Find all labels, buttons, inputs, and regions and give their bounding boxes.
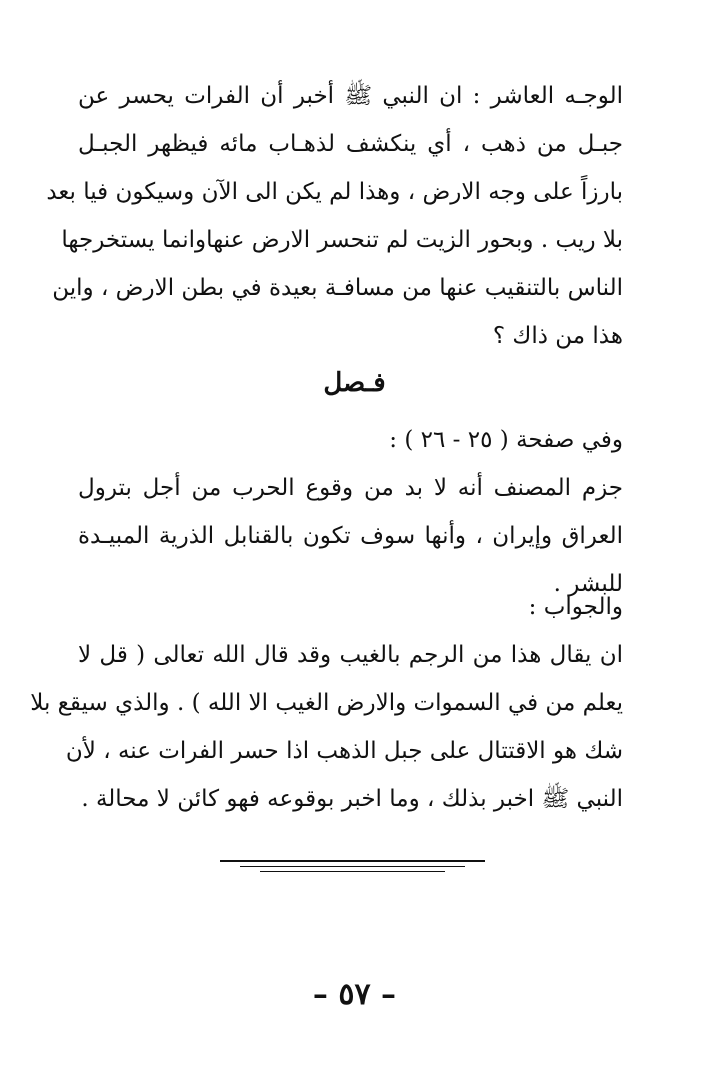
- paragraph-3: [30, 583, 623, 823]
- ornamental-divider: [220, 860, 485, 876]
- divider-rule: [240, 866, 465, 867]
- text-line: بلا ريب . وبحور الزيت لم تنحسر الارض عنهاوانما يستخرجها: [61, 227, 623, 253]
- text-line: والجواب :: [528, 594, 623, 620]
- text-line: الناس بالتنقيب عنها من مسافـة بعيدة في بطن الارض ، واين: [52, 275, 623, 301]
- text-line: شك هو الاقتتال على جبل الذهب اذا حسر الفرات عنه ، لأن: [65, 738, 623, 764]
- paragraph-1: [46, 72, 623, 360]
- text-line: هذا من ذاك ؟: [492, 323, 623, 349]
- text-line: ان يقال هذا من الرجم بالغيب وقد قال الله تعالى ( قل لا: [78, 642, 623, 668]
- text-line: للبشر .: [553, 571, 623, 597]
- divider-rule: [220, 860, 485, 862]
- text-line: جزم المصنف أنه لا بد من وقوع الحرب من أجل بترول: [78, 475, 623, 501]
- section-heading: فـصل: [323, 368, 386, 398]
- paragraph-2: [78, 416, 623, 608]
- text-line: يعلم من في السموات والارض الغيب الا الله ) . والذي سيقع بلا: [30, 690, 623, 716]
- text-line: بارزاً على وجه الارض ، وهذا لم يكن الى الآن وسيكون فيا بعد: [46, 179, 623, 205]
- text-line: جبـل من ذهب ، أي ينكشف لذهـاب مائه فيظهر الجبـل: [78, 131, 623, 157]
- text-line: العراق وإيران ، وأنها سوف تكون بالقنابل الذرية المبيـدة: [78, 523, 623, 549]
- text-line: النبي ﷺ اخبر بذلك ، وما اخبر بوقوعه فهو كائن لا محالة .: [81, 786, 623, 812]
- page-number: – ٥٧ –: [312, 977, 397, 1012]
- divider-rule: [260, 871, 445, 872]
- text-line: وفي صفحة ( ٢٥ - ٢٦ ) :: [389, 427, 623, 453]
- text-line: الوجـه العاشر : ان النبي ﷺ أخبر أن الفرات يحسر عن: [78, 83, 623, 109]
